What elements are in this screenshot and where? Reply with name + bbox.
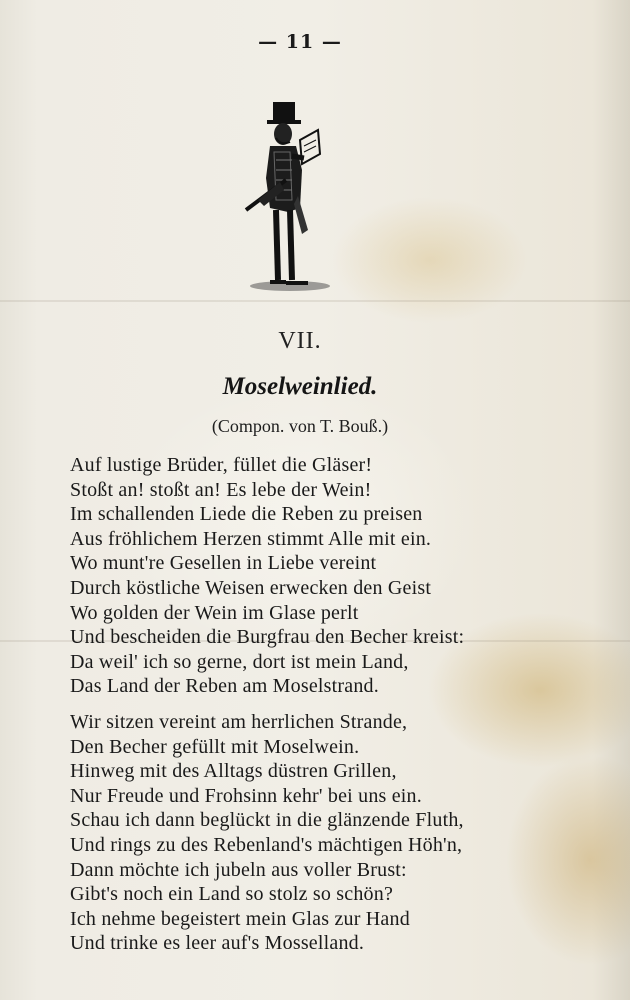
poem-title: Moselweinlied.	[222, 373, 378, 400]
verse-line: Wo munt're Gesellen in Liebe vereint	[70, 552, 377, 575]
section-numeral: VII.	[278, 328, 322, 354]
composer-credit: (Compon. von T. Bouß.)	[211, 416, 389, 436]
page-number: — 11 —	[258, 31, 342, 53]
paper-fold	[0, 300, 630, 302]
verse-line: Wo golden der Wein im Glase perlt	[70, 601, 359, 624]
verse-line: Durch köstliche Weisen erwecken den Geist	[70, 576, 432, 599]
verse-line: Hinweg mit des Alltags düstren Grillen,	[70, 760, 397, 783]
verse-line: Nur Freude und Frohsinn kehr' bei uns ein.	[70, 784, 422, 807]
stanza	[70, 453, 590, 699]
verse-line: Da weil' ich so gerne, dort ist mein Land,	[70, 650, 409, 673]
verse-line: Und trinke es leer auf's Mosselland.	[70, 932, 365, 955]
verse-line: Gibt's noch ein Land so stolz so schön?	[70, 883, 394, 906]
verse-line: Den Becher gefüllt mit Moselwein.	[70, 735, 360, 758]
verse-line: Ich nehme begeistert mein Glas zur Hand	[70, 907, 410, 930]
stanza	[70, 710, 590, 956]
gentleman-with-umbrella-and-book-icon	[240, 100, 340, 295]
verse-line: Wir sitzen vereint am herrlichen Strande,	[70, 711, 408, 733]
verse-line: Dann möchte ich jubeln aus voller Brust:	[70, 858, 407, 881]
verse-line: Und bescheiden die Burgfrau den Becher kreist:	[70, 626, 465, 649]
verse-line: Und rings zu des Rebenland's mächtigen Höh'n,	[70, 833, 463, 856]
verse-line: Stoßt an! stoßt an! Es lebe der Wein!	[70, 478, 372, 501]
verse-line: Auf lustige Brüder, füllet die Gläser!	[70, 454, 373, 476]
verse-line: Das Land der Reben am Moselstrand.	[70, 675, 379, 698]
verse-line: Schau ich dann beglückt in die glänzende Fluth,	[70, 809, 464, 832]
verse-line: Im schallenden Liede die Reben zu preisen	[70, 503, 423, 526]
verse-line: Aus fröhlichem Herzen stimmt Alle mit ein.	[70, 527, 432, 550]
